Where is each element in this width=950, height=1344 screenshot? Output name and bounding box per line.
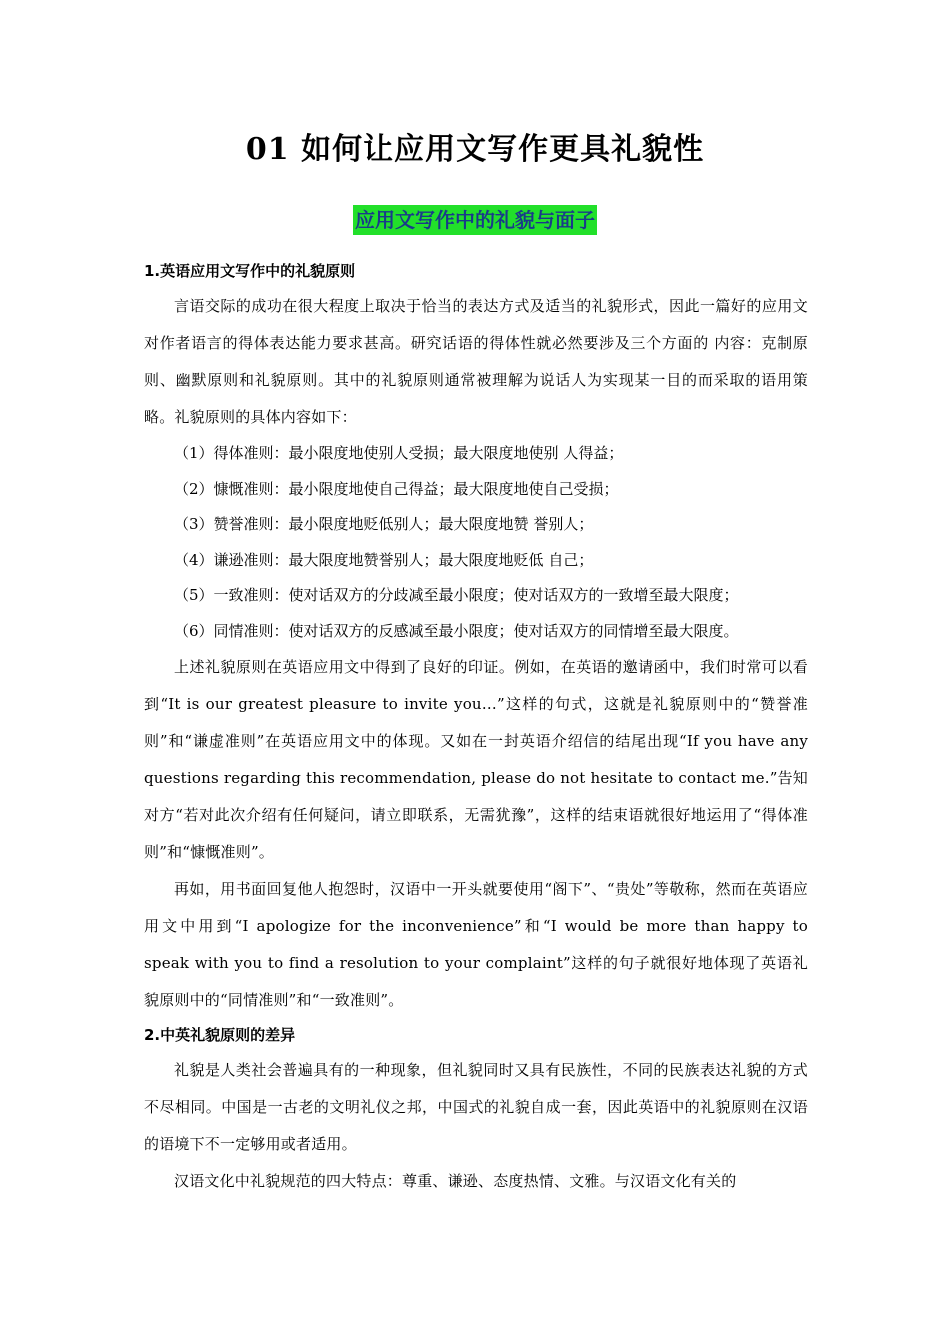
paragraph: 上述礼貌原则在英语应用文中得到了良好的印证。例如，在英语的邀请函中，我们时常可以看到“It is our greatest pleasure to invite you…”这样的句式，这就是礼貌原则中的“赞誉准 则”和“谦虚准则”在英语应用文中的体现。又如在一封英语介绍信的结尾出现“If you have any questions regarding this recommendation, please do not hesitate to contact me.”告知对方“若对此次介绍有任何疑问，请立即联系，无需犹豫”，这样的结束语就很好地运用了“得体准则”和“慷慨准则”。 [144,658,808,861]
paragraph: 礼貌是人类社会普遍具有的一种现象，但礼貌同时又具有民族性，不同的民族表达礼貌的方式不尽相同。中国是一古老的文明礼仪之邦，中国式的礼貌自成一套，因此英语中的礼貌原则在汉语的语境下不一定够用或者适用。 [144,1061,808,1153]
subtitle-container [0,205,950,235]
paragraph: 言语交际的成功在很大程度上取决于恰当的表达方式及适当的礼貌形式，因此一篇好的应用文对作者语言的得体表达能力要求甚高。研究话语的得体性就必然要涉及三个方面的 内容：克制原则、幽默原则和礼貌原则。其中的礼貌原则通常被理解为说话人为实现某一目的而采取的语用策略。礼貌原则的具体内容如下： [144,297,808,426]
list-item: （3）赞誉准则：最小限度地贬低别人；最大限度地赞 誉别人； [174,515,594,533]
list-item: （1）得体准则：最小限度地使别人受损；最大限度地使别 人得益； [174,444,624,462]
page-title: 01 如何让应用文写作更具礼貌性 [245,132,705,167]
list-item: （5）一致准则：使对话双方的分歧减至最小限度；使对话双方的一致增至最大限度； [174,586,739,604]
paragraph: 再如，用书面回复他人抱怨时，汉语中一开头就要使用“阁下”、“贵处”等敬称，然而在英语应用文中用到“I apologize for the inconvenience”和“I would be more than happy to speak with you to find a resolution to your complaint”这样的句子就很好地体现了英语礼貌原则中的“同情准则”和“一致准则”。 [144,880,808,1009]
paragraph: 汉语文化中礼貌规范的四大特点：尊重、谦逊、态度热情、文雅。与汉语文化有关的 [174,1172,737,1190]
list-item: （6）同情准则：使对话双方的反感减至最小限度；使对话双方的同情增至最大限度。 [174,621,739,640]
highlighted-subtitle: 应用文写作中的礼貌与面子 [353,205,597,235]
list-item: （2）慷慨准则：最小限度地使自己得益；最大限度地使自己受损； [174,479,619,498]
section-heading-2: 2.中英礼貌原则的差异 [144,1026,296,1044]
list-item: （4）谦逊准则：最大限度地赞誉别人；最大限度地贬低 自己； [174,550,594,569]
document-body [144,255,808,1200]
section-heading-1: 1.英语应用文写作中的礼貌原则 [144,262,356,280]
